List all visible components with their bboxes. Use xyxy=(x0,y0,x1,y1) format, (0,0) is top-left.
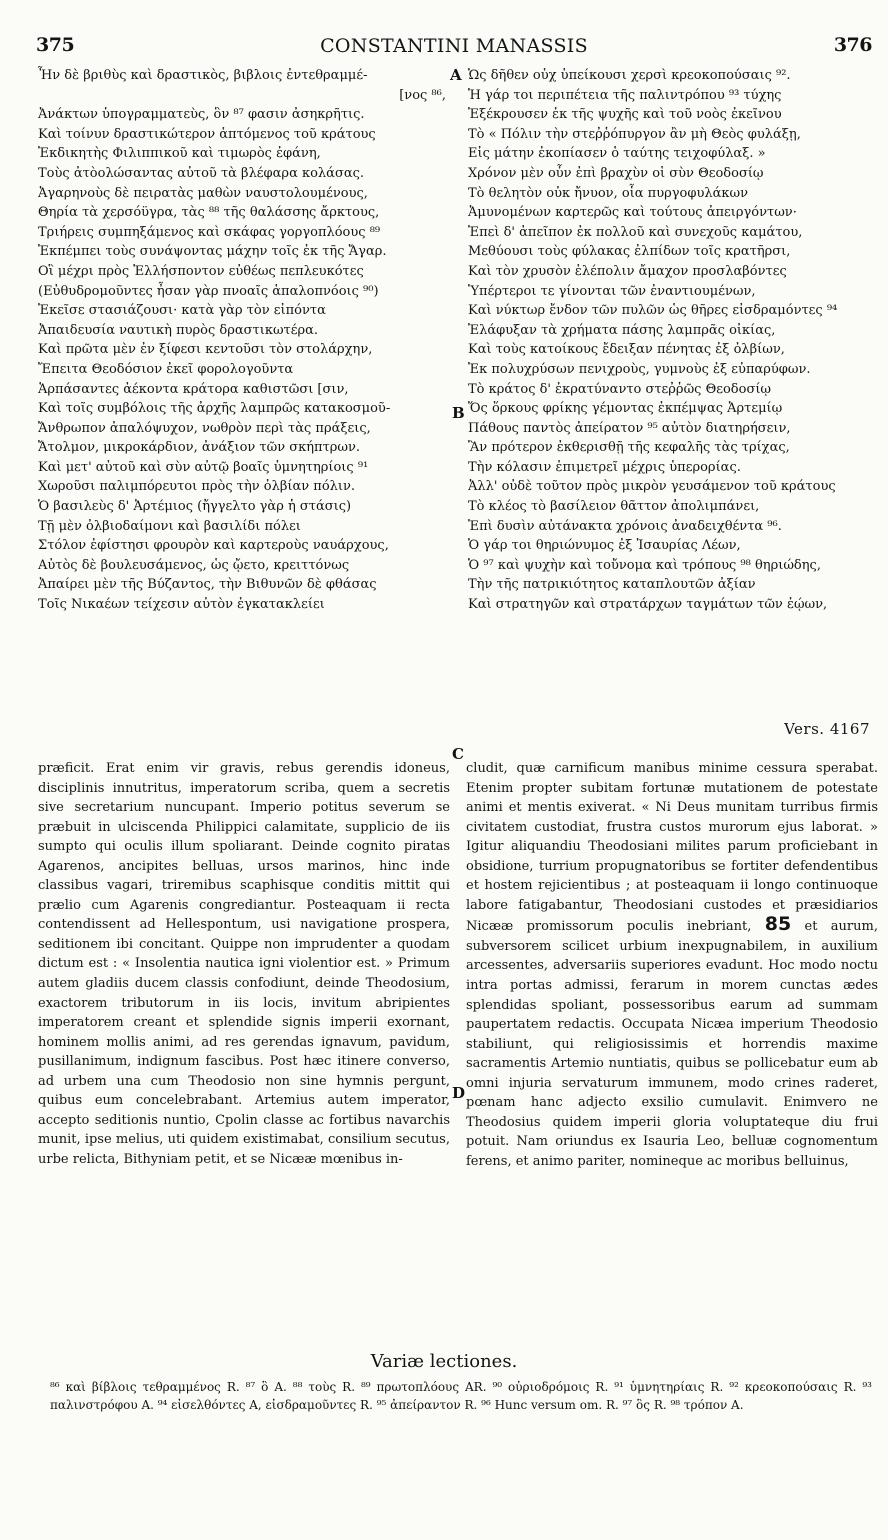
greek-right-line: Καὶ νύκτωρ ἔνδον τῶν πυλῶν ὡς θῆρες εἰσδραμόντες ⁹⁴ xyxy=(468,303,838,319)
margin-marker-b: B xyxy=(452,404,465,422)
greek-right-line: Ἐξέκρουσεν ἐκ τῆς ψυχῆς καὶ τοῦ νοὸς ἐκεῖνου xyxy=(468,107,782,123)
greek-right-line: Ἡ γάρ τοι περιπέτεια τῆς παλιντρόπου ⁹³ τύχης xyxy=(468,87,782,103)
greek-column-right xyxy=(468,66,876,615)
greek-right-line: Τὴν τῆς πατρικιότητος καταπλουτῶν ἀξίαν xyxy=(468,577,756,593)
greek-right-line: Τὸ θελητὸν οὐκ ἤνυον, οἷα πυργοφυλάκων xyxy=(468,185,749,201)
running-title: CONSTANTINI MANASSIS xyxy=(320,35,588,57)
page-number-left: 375 xyxy=(36,34,75,56)
greek-right-line: Χρόνον μὲν οὖν ἐπὶ βραχὺν οἱ σὺν Θεοδοσίῳ xyxy=(468,165,764,181)
greek-left-line: Ἀγαρηνοὺς δὲ πειρατὰς μαθὼν ναυστολουμένους, xyxy=(38,185,368,201)
greek-right-line: Καὶ τοὺς κατοίκους ἔδειξαν πένητας ἐξ ὀλβίων, xyxy=(468,342,785,358)
greek-left-line: Καὶ πρῶτα μὲν ἐν ξίφεσι κεντοῦσι τὸν στολάρχην, xyxy=(38,342,373,358)
greek-left-line: (Εὐθυδρομοῦντες ἦσαν γὰρ πνοαῖς ἁπαλοπνόοις ⁹⁰) xyxy=(38,283,379,299)
greek-right-line: Ἐπὶ δυσὶν αὐτάνακτα χρόνοις ἀναδειχθέντα ⁹⁶. xyxy=(468,518,782,534)
greek-left-line: Αὐτὸς δὲ βουλευσάμενος, ὡς ᾤετο, κρειττόνως xyxy=(38,557,350,573)
greek-right-line: Μεθύουσι τοὺς φύλακας ἐλπίδων τοῖς κρατῆρσι, xyxy=(468,244,791,260)
greek-column-left xyxy=(38,66,446,615)
greek-right-line: Καὶ τὸν χρυσὸν ἑλέπολιν ἄμαχον προσλαβόντες xyxy=(468,263,787,279)
greek-right-line: Καὶ στρατηγῶν καὶ στρατάρχων ταγμάτων τῶν ἐῴων, xyxy=(468,597,828,613)
greek-right-line: Τὸ κράτος δ' ἐκρατύναντο στεῤῥῶς Θεοδοσίῳ xyxy=(468,381,772,397)
latin-right-part-2: et aurum, subversorem scilicet urbium inexpugnabilem, in auxilium arcessentes, adversariis superiores evadunt. Hoc modo noctu intra portas admissi, ferarum in morem cunctas ædes splendidas spoliant, possessoribus earum ad summam paupertatem redactis. Occupata Nicæa imperium Theodosio stabiliunt, qui religiosissimis et horrendis maxime sacramentis Artemio nuntiatis, quibus se pollicebatur eum ab omni injuria servaturum immunem, modo crines raderet, pœnam hanc adjecto exsilio cumulavit. Enimvero ne Theodosius quidem imperii gloria voluptateque diu frui potuit. Nam oriundus ex Isauria Leo, belluæ cognomentum ferens, et animo pariter, nomineque ac moribus belluinus, xyxy=(466,919,878,1169)
greek-left-line: Τοὺς ἀτὸολώσαντας αὐτοῦ τὰ βλέφαρα κολάσας. xyxy=(38,165,365,181)
variae-lectiones-title: Variæ lectiones. xyxy=(370,1351,518,1372)
greek-right-line: Τὸ κλέος τὸ βασίλειον θᾶττον ἀπολιμπάνει, xyxy=(468,499,760,515)
variae-lectiones-text: ⁸⁶ καὶ βίβλοις τεθραμμένος R. ⁸⁷ ὃ A. ⁸⁸ τοὺς R. ⁸⁹ πρωτοπλόους AR. ⁹⁰ οὐριοδρόμοις R. ⁹¹ ὑμνητηρίαις R. ⁹² κρεοκοπούσαις R. ⁹³ παλινστρόφου A. ⁹⁴ εἰσελθόντες A, εἰσδραμοῦντες R. ⁹⁵ ἀπείραντον R. ⁹⁶ Hunc versum om. R. ⁹⁷ ὃς R. ⁹⁸ τρόπον A. xyxy=(50,1380,872,1412)
greek-right-line: Τὸ « Πόλιν τὴν στεῤῥόπυργον ἂν μὴ Θεὸς φυλάξῃ, xyxy=(468,126,801,142)
latin-column-left: præficit. Erat enim vir gravis, rebus gerendis idoneus, disciplinis innutritus, imperatorum scriba, quem a secretis sive secretarium nuncupant. Imperio potitus severum se præbuit in ulciscenda Philippici calamitate, supplicio de iis sumpto qui oculis illum spoliarant. Deinde cognito piratas Agarenos, ancipites belluas, ursos marinos, hinc inde classibus vagari, triremibus scaphisque conditis mittit qui prælio cum Agarenis congrediantur. Posteaquam ii recta contendissent ad Hellespontum, usi navigatione prospera, seditionem ibi concitant. Quippe non imprudenter a quodam dictum est : « Insolentia nautica igni violentior est. » Primum autem gladiis ducem classis confodiunt, deinde Theodosium, exactorem tributorum in iis locis, invitum abripientes imperatorem creant et splendide signis imperii exornant, hominem mollis animi, ad res gerendas ignavum, pavidum, pusillanimum, indignum fascibus. Post hæc itinere converso, ad urbem una cum Theodosio non sine hymnis pergunt, quibus eum concelebrabant. Artemius autem imperator, accepto seditionis nuntio, Cpolin classe ac fortibus navarchis munit, ipse melius, uti quidem existimabat, consilium secutus, urbe relicta, Bithyniam petit, et se Nicææ mœnibus in- xyxy=(38,761,450,1167)
greek-left-line: Ὁ βασιλεὺς δ' Ἀρτέμιος (ἤγγελτο γὰρ ἡ στάσις) xyxy=(38,499,352,515)
greek-left-line: Καὶ μετ' αὐτοῦ καὶ σὺν αὐτῷ βοαῖς ὑμνητηρίοις ⁹¹ xyxy=(38,459,369,475)
greek-right-line: Ὡς δῆθεν οὐχ ὑπείκουσι χερσὶ κρεοκοπούσαις ⁹². xyxy=(468,68,791,83)
latin-right-part-1: cludit, quæ carnificum manibus minime cessura sperabat. Etenim propter subitam fortunæ mutationem de potestate animi et mentis exiverat. « Ni Deus munitam turribus firmis civitatem custodiat, frustra custos murorum ejus laborat. » Igitur aliquandiu Theodosiani milites parum proficiebant in obsidione, turrium propugnatoribus se fortiter defendentibus et hostem rejicientibus ; at posteaquam ii longo continuoque labore fatigabantur, Theodosiani custodes et præsidiarios Nicææ promissorum poculis inebriant, xyxy=(466,761,878,935)
page-header xyxy=(36,34,872,60)
greek-right-line: Ἀμυνομένων καρτερῶς καὶ τούτους ἀπειργόντων· xyxy=(468,205,797,221)
verse-number: Vers. 4167 xyxy=(784,720,870,738)
greek-left-line: Ἦν δὲ βριθὺς καὶ δραστικὸς, βιβλοις ἐντεθραμμέ- xyxy=(38,68,368,83)
greek-left-line: Καὶ τοῖς συμβόλοις τῆς ἀρχῆς λαμπρῶς κατακοσμοῦ- xyxy=(38,401,391,417)
greek-left-line: Ἁρπάσαντες ἀέκοντα κράτορα καθιστῶσι [σιν, xyxy=(38,381,349,397)
greek-right-line: Ὁ ⁹⁷ καὶ ψυχὴν καὶ τοὔνομα καὶ τρόπους ⁹⁸ θηριώδης, xyxy=(468,557,821,573)
greek-left-line: Ἄτολμον, μικροκάρδιον, ἀνάξιον τῶν σκήπτρων. xyxy=(38,440,361,456)
greek-left-line: Ἔπειτα Θεοδόσιον ἐκεῖ φορολογοῦντα xyxy=(38,361,294,377)
greek-right-line: Ἂν πρότερον ἐκθερισθῇ τῆς κεφαλῆς τὰς τρίχας, xyxy=(468,440,790,456)
greek-left-line: Καὶ τοίνυν δραστικώτερον ἁπτόμενος τοῦ κράτους xyxy=(38,126,376,142)
greek-right-line: Εἰς μάτην ἐκοπίασεν ὁ ταύτης τειχοφύλαξ. » xyxy=(468,146,766,162)
greek-left-line: Ἀνάκτων ὑπογραμματεὺς, ὃν ⁸⁷ φασιν ἀσηκρῆτις. xyxy=(38,107,365,123)
margin-marker-c: C xyxy=(452,745,464,763)
greek-left-line: Οἳ μέχρι πρὸς Ἑλλήσποντον εὐθέως πεπλευκότες xyxy=(38,263,364,279)
greek-right-line: Ὁ γάρ τοι θηριώνυμος ἐξ Ἰσαυρίας Λέων, xyxy=(468,538,741,554)
greek-left-line: Ἐκεῖσε στασιάζουσι· κατὰ γὰρ τὸν εἰπόντα xyxy=(38,303,326,319)
greek-right-line: Ἐκ πολυχρύσων πενιχροὺς, γυμνοὺς ἐξ εὐπαρύφων. xyxy=(468,361,811,377)
greek-left-line: Θηρία τὰ χερσόϋγρα, τὰς ⁸⁸ τῆς θαλάσσης ἄρκτους, xyxy=(38,205,380,221)
greek-right-line: Ἐπεὶ δ' ἀπεῖπον ἐκ πολλοῦ καὶ συνεχοῦς καμάτου, xyxy=(468,224,803,240)
page-number-right: 376 xyxy=(833,34,872,56)
greek-left-line: Ἀπαίρει μὲν τῆς Βύζαντος, τὴν Βιθυνῶν δὲ φθάσας xyxy=(38,577,377,593)
greek-right-line: Ὑπέρτεροι τε γίνονται τῶν ἐναντιουμένων, xyxy=(468,283,756,299)
latin-column-right xyxy=(466,759,878,1171)
greek-left-line: Χωροῦσι παλιμπόρευτοι πρὸς τὴν ὀλβίαν πόλιν. xyxy=(38,479,356,495)
greek-right-line: Τὴν κόλασιν ἐπιμετρεῖ μέχρις ὑπερορίας. xyxy=(468,459,741,475)
greek-left-line: Τῇ μὲν ὀλβιοδαίμονι καὶ βασιλίδι πόλει xyxy=(38,518,301,534)
column-number: 85 xyxy=(764,913,792,936)
greek-right-line: Πάθους παντὸς ἀπείρατον ⁹⁵ αὐτὸν διατηρήσειν, xyxy=(468,420,791,436)
greek-left-line: Τριήρεις συμπηξάμενος καὶ σκάφας γοργοπλόους ⁸⁹ xyxy=(38,224,381,240)
greek-right-line: Ὅς ὅρκους φρίκης γέμοντας ἐκπέμψας Ἀρτεμίῳ xyxy=(468,401,783,417)
greek-left-line: Ἄνθρωπον ἀπαλόψυχον, νωθρὸν περὶ τὰς πράξεις, xyxy=(38,420,371,436)
greek-right-line: Ἐλάφυξαν τὰ χρήματα πάσης λαμπρᾶς οἰκίας, xyxy=(468,322,776,338)
margin-marker-a: A xyxy=(450,66,462,84)
greek-left-line: Ἐκπέμπει τοὺς συνάψοντας μάχην τοῖς ἐκ τῆς Ἄγαρ. xyxy=(38,244,387,260)
margin-marker-d: D xyxy=(452,1084,466,1102)
greek-left-line: Ἐκδικητὴς Φιλιππικοῦ καὶ τιμωρὸς ἐφάνη, xyxy=(38,146,321,162)
greek-right-line: Ἀλλ' οὐδὲ τοῦτον πρὸς μικρὸν γευσάμενον τοῦ κράτους xyxy=(468,479,836,495)
greek-left-line: [νος ⁸⁶, xyxy=(399,87,446,103)
greek-left-line: Στόλον ἐφίστησι φρουρὸν καὶ καρτεροὺς ναυάρχους, xyxy=(38,538,389,554)
greek-left-line: Ἀπαιδευσία ναυτικὴ πυρὸς δραστικωτέρα. xyxy=(38,322,319,338)
greek-left-line: Τοῖς Νικαέων τείχεσιν αὐτὸν ἐγκατακλείει xyxy=(38,597,325,613)
